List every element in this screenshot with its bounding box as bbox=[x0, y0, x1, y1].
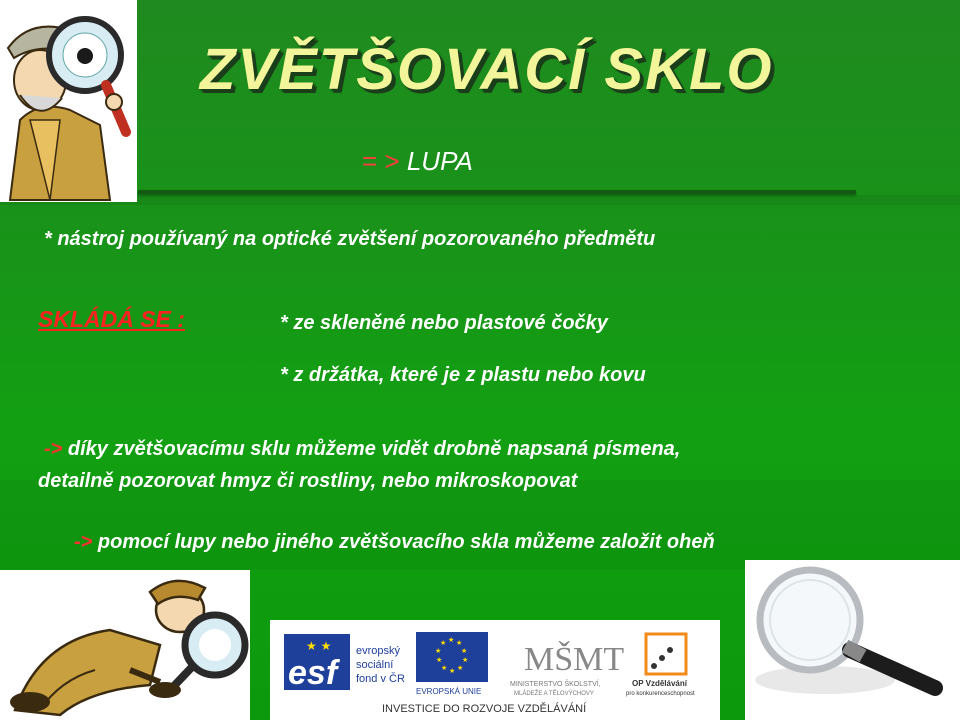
footer-text: INVESTICE DO ROZVOJE VZDĚLÁVÁNÍ bbox=[382, 703, 587, 715]
fact-line bbox=[44, 438, 680, 461]
arrow-symbol: -> bbox=[44, 438, 63, 460]
subtitle bbox=[362, 146, 473, 177]
fact1-line1: díky zvětšovacímu sklu můžeme vidět drobně napsaná písmena, bbox=[67, 438, 681, 460]
msmt-brand: MŠMT bbox=[524, 641, 625, 678]
arrow-symbol: -> bbox=[74, 531, 93, 553]
svg-text:★: ★ bbox=[461, 647, 468, 655]
svg-text:★: ★ bbox=[457, 664, 464, 672]
esf-text: fond v ČR bbox=[356, 673, 405, 685]
esf-text: evropský bbox=[356, 645, 401, 657]
subtitle-text: LUPA bbox=[406, 146, 473, 176]
svg-text:★: ★ bbox=[436, 656, 443, 664]
crawling-detective-icon bbox=[0, 570, 250, 720]
svg-text:★: ★ bbox=[440, 639, 447, 647]
page-title: ZVĚTŠOVACÍ SKLO bbox=[200, 37, 774, 102]
svg-text:★: ★ bbox=[435, 647, 442, 655]
divider bbox=[138, 190, 856, 194]
svg-text:★: ★ bbox=[449, 667, 456, 675]
magnifying-glass-icon bbox=[745, 560, 960, 720]
msmt-text: MLÁDEŽE A TĚLOVÝCHOVY bbox=[514, 691, 594, 697]
arrow-symbol: = > bbox=[362, 146, 400, 176]
op-text: pro konkurenceschopnost bbox=[626, 691, 695, 697]
crawling-detective-picture bbox=[0, 570, 250, 720]
esf-text: sociální bbox=[356, 659, 394, 671]
definition-text: * nástroj používaný na optické zvětšení pozorovaného předmětu bbox=[44, 228, 656, 250]
funding-logos bbox=[270, 620, 720, 720]
eu-label: EVROPSKÁ UNIE bbox=[416, 687, 482, 696]
svg-text:★: ★ bbox=[441, 664, 448, 672]
magnifier-photo bbox=[745, 560, 960, 720]
msmt-text: MINISTERSTVO ŠKOLSTVÍ, bbox=[510, 681, 601, 688]
svg-text:★: ★ bbox=[456, 639, 463, 647]
background-band bbox=[0, 480, 960, 570]
detective-picture bbox=[0, 0, 137, 202]
esf-brand: esf bbox=[288, 654, 338, 692]
svg-text:★: ★ bbox=[448, 636, 455, 644]
detective-magnifier-icon bbox=[0, 0, 137, 202]
composition-item: * z držátka, které je z plastu nebo kovu bbox=[280, 364, 646, 386]
svg-text:★: ★ bbox=[462, 656, 469, 664]
star-icon: ★ ★ bbox=[306, 639, 332, 653]
composition-label: SKLÁDÁ SE : bbox=[38, 306, 185, 332]
logos-strip bbox=[270, 620, 720, 720]
composition-item: * ze skleněné nebo plastové čočky bbox=[280, 312, 608, 334]
fact1-line2: detailně pozorovat hmyz či rostliny, nebo mikroskopovat bbox=[38, 470, 578, 492]
fact-line bbox=[74, 531, 715, 554]
background-band bbox=[0, 195, 960, 205]
op-text: OP Vzdělávání bbox=[632, 679, 687, 688]
fact2-text: pomocí lupy nebo jiného zvětšovacího skla můžeme založit oheň bbox=[97, 531, 715, 553]
